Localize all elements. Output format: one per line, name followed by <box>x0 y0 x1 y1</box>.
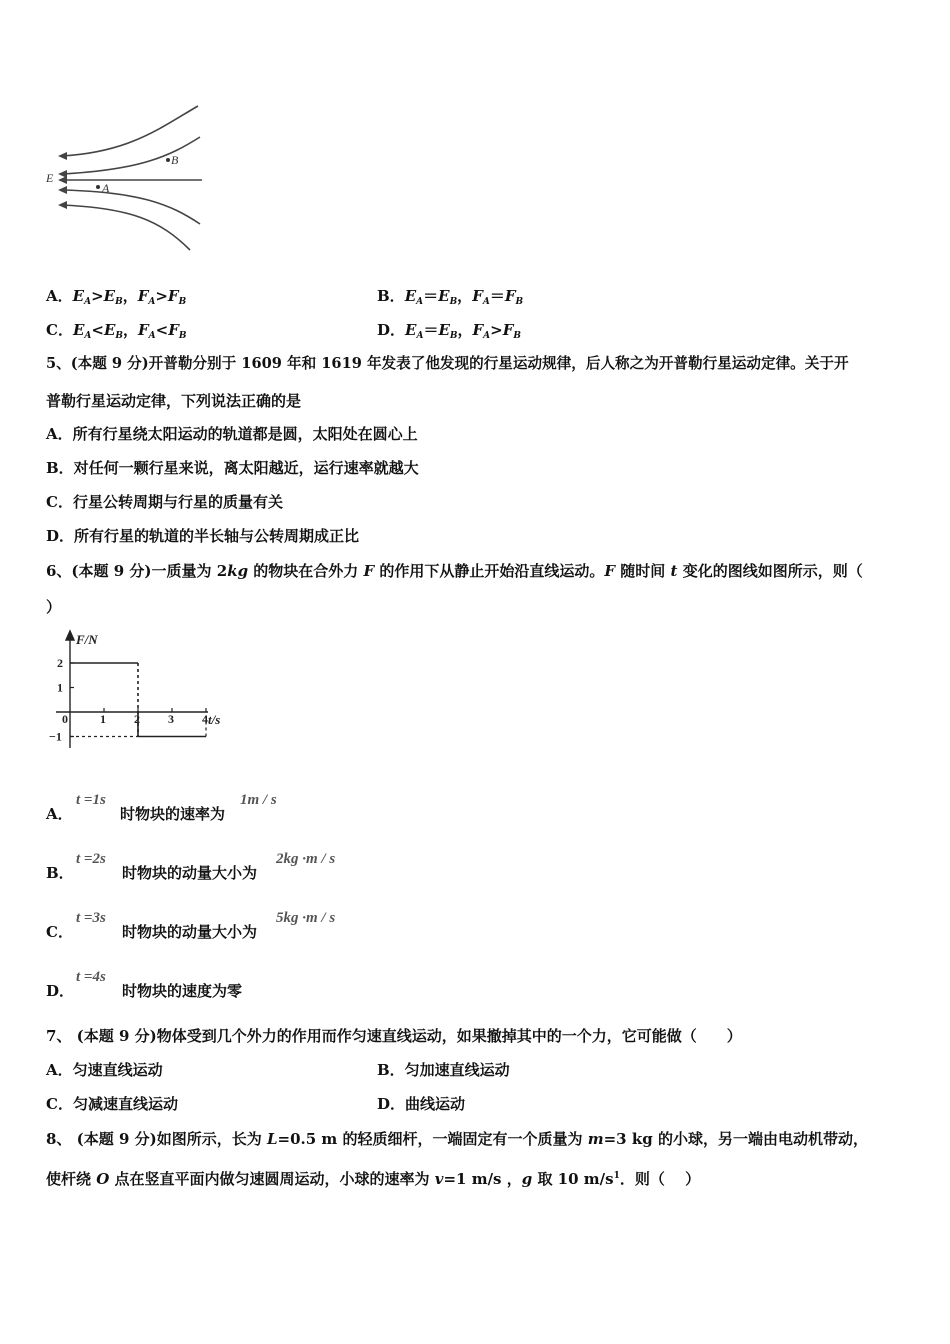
q5-stem-line1: 5、(本题 9 分)开普勒分别于 1609 年和 1619 年发表了他发现的行星运动规律，后人称之为开普勒行星运动定律。关于开 <box>46 355 849 372</box>
label-a: A <box>102 181 110 195</box>
q5-stem-line2: 普勒行星运动定律，下列说法正确的是 <box>46 392 302 410</box>
point-b-dot <box>166 158 170 162</box>
q7-option-b[interactable]: B．匀加速直线运动 <box>377 1061 510 1079</box>
label-e: E <box>46 171 54 185</box>
x-tick-label-2: 2 <box>134 712 140 726</box>
q7-option-d[interactable]: D．曲线运动 <box>377 1095 466 1113</box>
y-tick-label--1: −1 <box>49 729 62 744</box>
q6-stem-line2: ） <box>46 598 62 616</box>
q4-option-c[interactable]: C．$E_A<E_B$，$F_A<F_B$ <box>46 321 187 341</box>
field-line-5 <box>62 205 190 250</box>
q6-stem-line1: 6、(本题 9 分)一质量为 2kg 的物块在合外力 F 的作用下从静止开始沿直线运动。F 随时间 t 变化的图线如图所示，则（ <box>46 562 863 580</box>
field-lines-figure <box>40 100 215 260</box>
x-tick-label-0: 0 <box>62 712 68 726</box>
x-tick-label-4: 4 <box>202 712 208 726</box>
y-axis-arrow <box>66 631 74 640</box>
q4-option-a[interactable]: A．$E_A>E_B$，$F_A>F_B$ <box>46 287 187 307</box>
q5-option-b[interactable]: B．对任何一颗行星来说，离太阳越近，运行速率就越大 <box>46 459 419 477</box>
x-tick-label-3: 3 <box>168 712 174 726</box>
field-line-1 <box>62 106 198 156</box>
label-b: B <box>171 153 179 167</box>
q5-option-a[interactable]: A．所有行星绕太阳运动的轨道都是圆，太阳处在圆心上 <box>46 425 418 443</box>
x-tick-label-1: 1 <box>100 712 106 726</box>
q4-option-d[interactable]: D．$E_A=E_B$，$F_A>F_B$ <box>377 321 521 341</box>
y-tick-label-1: 1 <box>57 680 63 695</box>
point-a-dot <box>96 185 100 189</box>
arrow-head-3 <box>58 176 67 184</box>
y-tick-label-2: 2 <box>57 656 63 670</box>
q4-option-b[interactable]: B．$E_A=E_B$，$F_A=F_B$ <box>377 287 524 307</box>
q5-option-c[interactable]: C．行星公转周期与行星的质量有关 <box>46 493 283 511</box>
arrow-head-4 <box>58 186 67 194</box>
arrow-head-1 <box>58 152 67 160</box>
y-axis-label: F/N <box>76 632 98 647</box>
q7-stem: 7、 (本题 9 分)物体受到几个外力的作用而作匀速直线运动，如果撤掉其中的一个力，它可能做（ ） <box>46 1027 742 1045</box>
arrow-head-5 <box>58 201 67 209</box>
q7-option-a[interactable]: A．匀速直线运动 <box>46 1061 163 1079</box>
force-time-chart <box>48 628 238 753</box>
q7-option-c[interactable]: C．匀减速直线运动 <box>46 1095 178 1113</box>
q8-stem-line1: 8、 (本题 9 分)如图所示，长为 L=0.5 m 的轻质细杆，一端固定有一个质量为 m=3 kg 的小球，另一端由电动机带动， <box>46 1130 868 1148</box>
x-axis-label: t/s <box>208 712 221 727</box>
q5-option-d[interactable]: D．所有行星的轨道的半长轴与公转周期成正比 <box>46 527 360 545</box>
q8-stem-line2: 使杆绕 O 点在竖直平面内做匀速圆周运动，小球的速率为 v=1 m/s ，g 取 10 $m/s^1$．则（ ） <box>46 1170 701 1188</box>
